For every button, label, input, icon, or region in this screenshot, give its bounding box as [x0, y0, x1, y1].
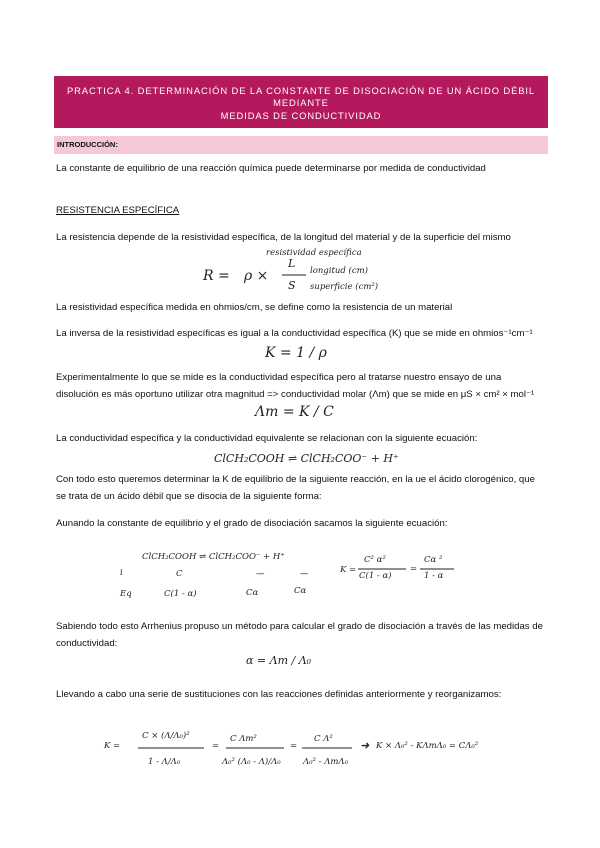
- final-line2: [226, 747, 284, 749]
- ice-k-line1: [358, 568, 406, 570]
- resistencia-paragraph-5: La conductividad específica y la conductividad equivalente se relacionan con la siguiente ecuación:: [56, 433, 478, 444]
- final-eq1: =: [212, 741, 220, 751]
- arrow-icon: ➜: [360, 739, 370, 752]
- ice-eq-acid: C(1 - α): [164, 589, 197, 599]
- ice-i-ion1: —: [256, 569, 265, 579]
- resistencia-paragraph-6: Con todo esto queremos determinar la K de equilibrio de la siguiente reacción, en la ue el ácido clorogénico, que se trata de un ácido débil que se disocia de la siguiente forma:: [56, 474, 535, 502]
- page-subtitle: MEDIDAS DE CONDUCTIVIDAD: [220, 110, 382, 121]
- formula-k: K = 1 / ρ: [265, 345, 327, 361]
- formula-r-note-s: superficie (cm²): [310, 282, 379, 292]
- reaction-equation: ClCH₂COOH ⇌ ClCH₂COO⁻ + H⁺: [214, 452, 399, 465]
- intro-section-bar: [54, 136, 548, 154]
- ice-k-num1: C² α²: [364, 555, 386, 565]
- formula-r-num: L: [288, 257, 296, 270]
- final-num3: C Λ²: [314, 734, 333, 744]
- final-den1: 1 - Λ/Λ₀: [148, 757, 181, 767]
- resistencia-paragraph-4: Experimentalmente lo que se mide es la conductividad específica pero al tratarse nuestro ensayo de una disolución es más oportuno utilizar otra magnitud => conductividad molar (Λm) que se mide en μS × cm² × mol⁻¹: [56, 372, 535, 400]
- resistencia-paragraph-3: La inversa de la resistividad específicas es igual a la conductividad específica (K) que se mide en ohmios⁻¹cm⁻¹: [56, 328, 533, 339]
- ice-k-eq: =: [410, 564, 418, 574]
- ice-row-i: i: [120, 568, 123, 578]
- formula-lambda-m: Λm = K / C: [255, 404, 334, 420]
- resistencia-paragraph-7: Aunando la constante de equilibrio y el grado de disociación sacamos la siguiente ecuación:: [56, 518, 448, 529]
- ice-k-den1: C(1 - α): [359, 571, 392, 581]
- ice-i-acid: C: [176, 569, 183, 579]
- ice-k-lhs: K =: [340, 565, 357, 575]
- arrhenius-paragraph: Sabiendo todo esto Arrhenius propuso un método para calcular el grado de disociación a través de las medidas de conductividad:: [56, 621, 543, 649]
- final-line3: [302, 747, 352, 749]
- ice-i-ion2: —: [300, 569, 309, 579]
- ice-reaction: ClCH₂COOH ⇌ ClCH₂COO⁻ + H⁺: [142, 552, 285, 562]
- ice-eq-ion2: Cα: [294, 586, 307, 596]
- final-k-lhs: K =: [104, 741, 121, 751]
- final-num2: C Λm²: [230, 734, 257, 744]
- resistencia-paragraph-2: La resistividad específica medida en ohmios/cm, se define como la resistencia de un material: [56, 302, 453, 313]
- final-eq2: =: [290, 741, 298, 751]
- formula-r-note-l: longitud (cm): [310, 266, 368, 276]
- final-paragraph: Llevando a cabo una serie de sustituciones con las reacciones definidas anteriormente y reorganizamos:: [56, 689, 502, 700]
- ice-k-den2: 1 - α: [424, 571, 444, 581]
- title-banner: [54, 76, 548, 128]
- formula-r-fraction-line: [282, 274, 306, 276]
- intro-paragraph: La constante de equilibrio de una reacción química puede determinarse por medida de conductividad: [56, 163, 486, 174]
- final-num1: C × (Λ/Λ₀)²: [142, 731, 190, 741]
- final-den3: Λ₀² - ΛmΛ₀: [303, 757, 348, 767]
- formula-r-den: S: [288, 279, 296, 292]
- intro-label: INTRODUCCIÓN:: [57, 140, 118, 149]
- ice-k-line2: [420, 568, 454, 570]
- resistencia-heading: RESISTENCIA ESPECÍFICA: [56, 205, 180, 216]
- formula-r-rho: ρ ×: [244, 268, 269, 284]
- formula-r-note-rho: resistividad específica: [266, 248, 362, 258]
- final-line1: [138, 747, 204, 749]
- final-result: K × Λ₀² - KΛmΛ₀ = CΛ₀²: [376, 741, 479, 751]
- ice-k-num2: Cα ²: [424, 555, 443, 565]
- page-title: PRACTICA 4. DETERMINACIÓN DE LA CONSTANTE DE DISOCIACIÓN DE UN ÁCIDO DÉBIL MEDIANTE: [66, 85, 536, 108]
- ice-eq-ion1: Cα: [246, 588, 259, 598]
- final-den2: Λ₀² (Λ₀ - Λ)/Λ₀: [222, 757, 281, 767]
- ice-row-eq: Eq: [120, 589, 132, 599]
- resistencia-paragraph-1: La resistencia depende de la resistividad específica, de la longitud del material y de la superficie del mismo: [56, 232, 511, 243]
- formula-alpha: α = Λm / Λ₀: [246, 654, 312, 667]
- formula-r-lhs: R =: [203, 268, 230, 284]
